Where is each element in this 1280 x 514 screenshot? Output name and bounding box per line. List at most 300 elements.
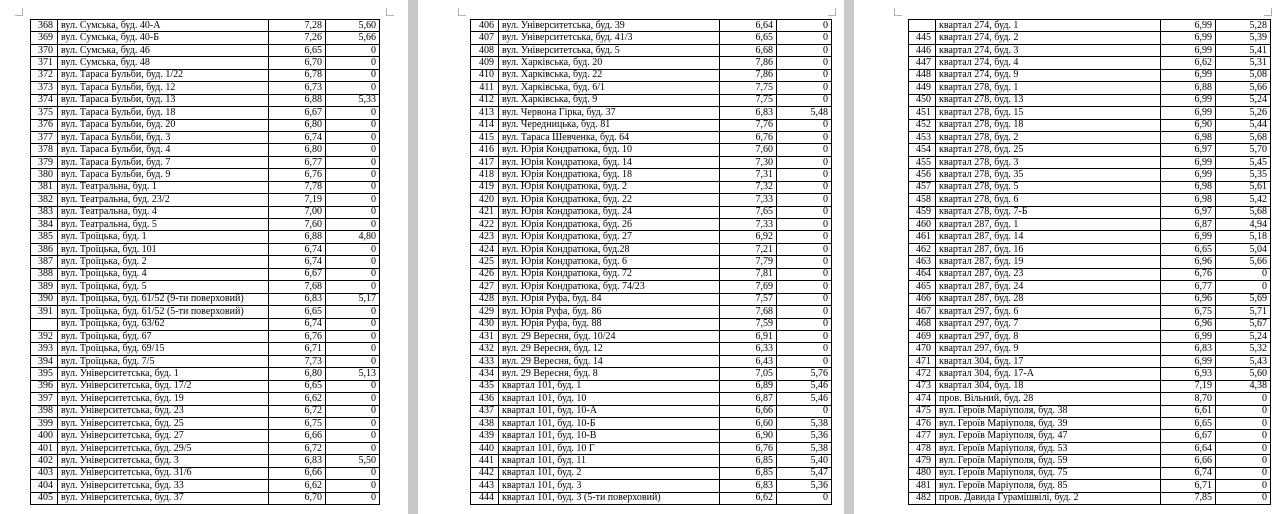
- row-number: 432: [471, 343, 499, 355]
- second-tariff-value: 0: [777, 330, 832, 342]
- row-number: 474: [909, 393, 936, 405]
- address: квартал 101, буд. 3 (5-ти поверховий): [499, 492, 720, 504]
- tariff-value: 6,87: [720, 393, 777, 405]
- tariff-value: 6,99: [1161, 94, 1216, 106]
- address: вул. Юрія Кондратюка, буд. 27: [499, 231, 720, 243]
- table-row: [471, 306, 832, 318]
- tariff-value: 6,65: [1161, 243, 1216, 255]
- page-corner-mark: [1264, 8, 1272, 16]
- second-tariff-value: 0: [326, 144, 380, 156]
- tariff-value: 6,99: [1161, 330, 1216, 342]
- table-row: [471, 393, 832, 405]
- row-number: 433: [471, 355, 499, 367]
- row-number: 374: [31, 94, 58, 106]
- page-corner-mark: [386, 8, 394, 16]
- second-tariff-value: 0: [777, 169, 832, 181]
- tariff-value: 7,59: [720, 318, 777, 330]
- tariff-value: 8,70: [1161, 393, 1216, 405]
- table-row: [909, 418, 1271, 430]
- address: квартал 297, буд. 8: [936, 330, 1161, 342]
- second-tariff-value: 5,39: [1216, 32, 1271, 44]
- address: вул. Червона Гірка, буд. 37: [499, 107, 720, 119]
- address: вул. Троїцька, буд. 2: [58, 256, 269, 268]
- address: вул. Юрія Кондратюка, буд. 24: [499, 206, 720, 218]
- row-number: 386: [31, 243, 58, 255]
- row-number: 455: [909, 156, 936, 168]
- second-tariff-value: 5,38: [777, 442, 832, 454]
- table-row: [471, 368, 832, 380]
- row-number: 469: [909, 330, 936, 342]
- table-row: [471, 69, 832, 81]
- address: вул. Тараса Бульби, буд. 4: [58, 144, 269, 156]
- second-tariff-value: 0: [777, 181, 832, 193]
- address: вул. Харківська, буд. 22: [499, 69, 720, 81]
- tariff-value: 7,19: [269, 194, 326, 206]
- page-corner-mark: [458, 8, 466, 16]
- row-number: 473: [909, 380, 936, 392]
- tariff-value: 6,66: [269, 430, 326, 442]
- second-tariff-value: 0: [326, 119, 380, 131]
- tariff-value: 6,62: [269, 480, 326, 492]
- table-row: [909, 268, 1271, 280]
- table-row: [909, 231, 1271, 243]
- second-tariff-value: 0: [777, 194, 832, 206]
- table-row: [31, 119, 380, 131]
- address: вул. Театральна, буд. 23/2: [58, 194, 269, 206]
- table-row: [31, 430, 380, 442]
- row-number: 437: [471, 405, 499, 417]
- second-tariff-value: 0: [326, 82, 380, 94]
- row-number: 387: [31, 256, 58, 268]
- table-row: [31, 306, 380, 318]
- second-tariff-value: 0: [326, 343, 380, 355]
- table-body: [31, 20, 380, 505]
- tariff-value: 6,96: [1161, 293, 1216, 305]
- address: вул. Університетська, буд. 25: [58, 418, 269, 430]
- table-row: [909, 243, 1271, 255]
- tariff-value: 6,76: [720, 442, 777, 454]
- second-tariff-value: 0: [1216, 281, 1271, 293]
- tariff-value: 6,62: [1161, 57, 1216, 69]
- table-row: [471, 480, 832, 492]
- second-tariff-value: 5,50: [326, 455, 380, 467]
- address: квартал 274, буд. 4: [936, 57, 1161, 69]
- tariff-value: 6,80: [269, 119, 326, 131]
- row-number: 396: [31, 380, 58, 392]
- table-row: [909, 306, 1271, 318]
- row-number: 376: [31, 119, 58, 131]
- second-tariff-value: 0: [326, 219, 380, 231]
- table-row: [471, 181, 832, 193]
- second-tariff-value: 5,48: [777, 107, 832, 119]
- table-row: [909, 206, 1271, 218]
- address: вул. Героїв Маріуполя, буд. 75: [936, 467, 1161, 479]
- tariff-value: 6,70: [269, 492, 326, 504]
- second-tariff-value: 0: [777, 219, 832, 231]
- second-tariff-value: 0: [777, 355, 832, 367]
- table-row: [471, 268, 832, 280]
- address: вул. Юрія Руфа, буд. 86: [499, 306, 720, 318]
- tariff-value: 6,98: [1161, 181, 1216, 193]
- tariff-value: 7,33: [720, 219, 777, 231]
- second-tariff-value: 5,35: [1216, 169, 1271, 181]
- row-number: 385: [31, 231, 58, 243]
- second-tariff-value: 0: [326, 430, 380, 442]
- tariff-value: 6,73: [269, 82, 326, 94]
- tariff-value: 7,28: [269, 20, 326, 32]
- second-tariff-value: 0: [1216, 442, 1271, 454]
- table-row: [31, 467, 380, 479]
- address: квартал 278, буд. 35: [936, 169, 1161, 181]
- row-number: 481: [909, 480, 936, 492]
- second-tariff-value: 5,26: [1216, 107, 1271, 119]
- address: квартал 274, буд. 9: [936, 69, 1161, 81]
- second-tariff-value: 0: [1216, 268, 1271, 280]
- table-row: [31, 318, 380, 330]
- address: вул. Сумська, буд. 48: [58, 57, 269, 69]
- address: квартал 101, буд. 10-Б: [499, 418, 720, 430]
- tariff-value: 6,77: [269, 156, 326, 168]
- second-tariff-value: 5,47: [777, 467, 832, 479]
- table-row: [909, 82, 1271, 94]
- address: квартал 278, буд. 1: [936, 82, 1161, 94]
- address: квартал 297, буд. 6: [936, 306, 1161, 318]
- tariff-value: 6,74: [269, 318, 326, 330]
- second-tariff-value: 0: [326, 393, 380, 405]
- row-number: 411: [471, 82, 499, 94]
- second-tariff-value: 0: [326, 480, 380, 492]
- second-tariff-value: 0: [777, 82, 832, 94]
- row-number: 422: [471, 219, 499, 231]
- address: вул. Університетська, буд. 41/3: [499, 32, 720, 44]
- row-number: 415: [471, 131, 499, 143]
- tariff-value: 6,67: [269, 268, 326, 280]
- table-row: [909, 467, 1271, 479]
- tariff-value: 6,80: [269, 144, 326, 156]
- address: вул. Юрія Кондратюка, буд. 22: [499, 194, 720, 206]
- address: пров. Давида Гурамішвілі, буд. 2: [936, 492, 1161, 504]
- second-tariff-value: 5,38: [777, 418, 832, 430]
- tariff-value: 6,97: [1161, 206, 1216, 218]
- table-row: [909, 194, 1271, 206]
- row-number: 452: [909, 119, 936, 131]
- page-corner-mark: [828, 8, 836, 16]
- second-tariff-value: 0: [326, 69, 380, 81]
- row-number: 425: [471, 256, 499, 268]
- row-number: 404: [31, 480, 58, 492]
- address: квартал 101, буд. 10 Г: [499, 442, 720, 454]
- address: квартал 278, буд. 6: [936, 194, 1161, 206]
- table-row: [909, 144, 1271, 156]
- address: вул. Юрія Кондратюка, буд. 18: [499, 169, 720, 181]
- second-tariff-value: 0: [777, 206, 832, 218]
- tariff-value: 6,62: [720, 492, 777, 504]
- address: вул. Юрія Кондратюка, буд. 6: [499, 256, 720, 268]
- table-row: [471, 418, 832, 430]
- second-tariff-value: 5,68: [1216, 131, 1271, 143]
- row-number: 468: [909, 318, 936, 330]
- address: вул. Університетська, буд. 3: [58, 455, 269, 467]
- row-number: 459: [909, 206, 936, 218]
- table-row: [471, 44, 832, 56]
- row-number: 383: [31, 206, 58, 218]
- tariff-value: 6,76: [720, 131, 777, 143]
- second-tariff-value: 0: [777, 32, 832, 44]
- tariff-value: 7,21: [720, 243, 777, 255]
- row-number: 434: [471, 368, 499, 380]
- row-number: 410: [471, 69, 499, 81]
- table-row: [471, 82, 832, 94]
- tariff-value: 6,74: [269, 243, 326, 255]
- table-row: [31, 455, 380, 467]
- second-tariff-value: 5,76: [777, 368, 832, 380]
- tariff-value: 6,65: [269, 44, 326, 56]
- second-tariff-value: 5,04: [1216, 243, 1271, 255]
- table-row: [909, 343, 1271, 355]
- table-row: [471, 194, 832, 206]
- row-number: 430: [471, 318, 499, 330]
- tariff-value: 7,79: [720, 256, 777, 268]
- tariff-value: 7,32: [720, 181, 777, 193]
- second-tariff-value: 5,45: [1216, 156, 1271, 168]
- address: квартал 297, буд. 7: [936, 318, 1161, 330]
- row-number: 482: [909, 492, 936, 504]
- address: вул. Театральна, буд. 5: [58, 219, 269, 231]
- second-tariff-value: 0: [777, 156, 832, 168]
- row-number: 406: [471, 20, 499, 32]
- address: вул. Університетська, буд. 39: [499, 20, 720, 32]
- row-number: 436: [471, 393, 499, 405]
- second-tariff-value: 5,71: [1216, 306, 1271, 318]
- row-number: 466: [909, 293, 936, 305]
- table-row: [31, 343, 380, 355]
- row-number: 450: [909, 94, 936, 106]
- row-number: 402: [31, 455, 58, 467]
- address: квартал 278, буд. 18: [936, 119, 1161, 131]
- row-number: 372: [31, 69, 58, 81]
- table-row: [909, 57, 1271, 69]
- row-number: 467: [909, 306, 936, 318]
- second-tariff-value: 0: [1216, 492, 1271, 504]
- tariff-value: 6,88: [269, 94, 326, 106]
- table-row: [471, 380, 832, 392]
- second-tariff-value: 0: [777, 268, 832, 280]
- document-page-3: [854, 0, 1280, 514]
- tariff-value: 6,66: [1161, 455, 1216, 467]
- second-tariff-value: 0: [326, 355, 380, 367]
- row-number: 463: [909, 256, 936, 268]
- second-tariff-value: 4,80: [326, 231, 380, 243]
- row-number: 391: [31, 306, 58, 318]
- table-row: [471, 144, 832, 156]
- table-row: [31, 44, 380, 56]
- tariff-value: 6,62: [269, 393, 326, 405]
- table-row: [471, 206, 832, 218]
- table-row: [909, 20, 1271, 32]
- row-number: 369: [31, 32, 58, 44]
- second-tariff-value: 5,43: [1216, 355, 1271, 367]
- second-tariff-value: 5,44: [1216, 119, 1271, 131]
- second-tariff-value: 0: [1216, 393, 1271, 405]
- second-tariff-value: 5,32: [1216, 343, 1271, 355]
- tariff-value: 6,66: [720, 405, 777, 417]
- second-tariff-value: 0: [1216, 405, 1271, 417]
- address: вул. Юрія Кондратюка, буд. 2: [499, 181, 720, 193]
- second-tariff-value: 5,36: [777, 480, 832, 492]
- table-row: [31, 355, 380, 367]
- row-number: 393: [31, 343, 58, 355]
- row-number: 408: [471, 44, 499, 56]
- second-tariff-value: 5,66: [1216, 256, 1271, 268]
- address: вул. Чередницька, буд. 81: [499, 119, 720, 131]
- address: вул. Троїцька, буд. 4: [58, 268, 269, 280]
- address: квартал 274, буд. 2: [936, 32, 1161, 44]
- second-tariff-value: 0: [777, 343, 832, 355]
- tariff-value: 6,96: [1161, 318, 1216, 330]
- table-row: [471, 219, 832, 231]
- address: вул. Юрія Кондратюка, буд.28: [499, 243, 720, 255]
- row-number: 454: [909, 144, 936, 156]
- address: квартал 101, буд. 10: [499, 393, 720, 405]
- address: вул. Тараса Бульби, буд. 18: [58, 107, 269, 119]
- row-number: 442: [471, 467, 499, 479]
- address: вул. 29 Вересня, буд. 14: [499, 355, 720, 367]
- address: вул. Тараса Бульби, буд. 7: [58, 156, 269, 168]
- tariff-value: 6,76: [1161, 268, 1216, 280]
- row-number: 384: [31, 219, 58, 231]
- second-tariff-value: 4,94: [1216, 219, 1271, 231]
- row-number: 461: [909, 231, 936, 243]
- tariff-value: 6,99: [1161, 355, 1216, 367]
- address: пров. Вільний, буд. 28: [936, 393, 1161, 405]
- tariff-value: 7,81: [720, 268, 777, 280]
- row-number: 457: [909, 181, 936, 193]
- tariff-table: [908, 19, 1271, 505]
- second-tariff-value: 0: [326, 281, 380, 293]
- tariff-value: 6,88: [269, 231, 326, 243]
- tariff-value: 7,57: [720, 293, 777, 305]
- address: вул. Університетська, буд. 37: [58, 492, 269, 504]
- row-number: 403: [31, 467, 58, 479]
- table-row: [909, 368, 1271, 380]
- table-row: [471, 20, 832, 32]
- table-row: [909, 256, 1271, 268]
- row-number: 479: [909, 455, 936, 467]
- table-row: [31, 20, 380, 32]
- second-tariff-value: 5,68: [1216, 206, 1271, 218]
- tariff-value: 7,30: [720, 156, 777, 168]
- tariff-value: 6,33: [720, 343, 777, 355]
- address: квартал 278, буд. 15: [936, 107, 1161, 119]
- table-row: [31, 293, 380, 305]
- second-tariff-value: 0: [326, 181, 380, 193]
- table-row: [471, 355, 832, 367]
- second-tariff-value: 0: [777, 306, 832, 318]
- tariff-value: 6,65: [1161, 418, 1216, 430]
- table-row: [31, 57, 380, 69]
- second-tariff-value: 0: [1216, 430, 1271, 442]
- row-number: 394: [31, 355, 58, 367]
- second-tariff-value: 0: [326, 418, 380, 430]
- tariff-value: 6,97: [1161, 144, 1216, 156]
- row-number: 464: [909, 268, 936, 280]
- second-tariff-value: 0: [326, 330, 380, 342]
- row-number: 470: [909, 343, 936, 355]
- address: вул. Сумська, буд. 40-А: [58, 20, 269, 32]
- second-tariff-value: 0: [326, 131, 380, 143]
- row-number: 446: [909, 44, 936, 56]
- row-number: 480: [909, 467, 936, 479]
- table-row: [471, 32, 832, 44]
- table-row: [31, 231, 380, 243]
- table-row: [31, 107, 380, 119]
- address: квартал 287, буд. 19: [936, 256, 1161, 268]
- second-tariff-value: 0: [326, 306, 380, 318]
- second-tariff-value: 4,38: [1216, 380, 1271, 392]
- row-number: 412: [471, 94, 499, 106]
- table-row: [471, 131, 832, 143]
- tariff-value: 6,99: [1161, 32, 1216, 44]
- table-row: [909, 94, 1271, 106]
- table-body: [471, 20, 832, 505]
- second-tariff-value: 0: [1216, 467, 1271, 479]
- row-number: 465: [909, 281, 936, 293]
- row-number: 381: [31, 181, 58, 193]
- table-row: [471, 57, 832, 69]
- second-tariff-value: 0: [326, 467, 380, 479]
- tariff-value: 6,71: [269, 343, 326, 355]
- table-row: [909, 355, 1271, 367]
- row-number: 427: [471, 281, 499, 293]
- row-number: 475: [909, 405, 936, 417]
- address: квартал 101, буд. 10-А: [499, 405, 720, 417]
- row-number: 377: [31, 131, 58, 143]
- row-number: 390: [31, 293, 58, 305]
- tariff-value: 7,68: [269, 281, 326, 293]
- second-tariff-value: 0: [326, 405, 380, 417]
- address: квартал 274, буд. 1: [936, 20, 1161, 32]
- address: вул. Троїцька, буд. 61/52 (9-ти поверховий): [58, 293, 269, 305]
- tariff-table: [470, 19, 832, 505]
- tariff-value: 6,99: [1161, 20, 1216, 32]
- row-number: 409: [471, 57, 499, 69]
- tariff-table: [30, 19, 380, 505]
- table-row: [909, 131, 1271, 143]
- row-number: [909, 20, 936, 32]
- address: квартал 278, буд. 13: [936, 94, 1161, 106]
- row-number: 368: [31, 20, 58, 32]
- second-tariff-value: 0: [326, 206, 380, 218]
- table-row: [909, 119, 1271, 131]
- tariff-value: 6,68: [720, 44, 777, 56]
- row-number: 382: [31, 194, 58, 206]
- tariff-value: 6,99: [1161, 69, 1216, 81]
- tariff-value: 6,64: [720, 20, 777, 32]
- tariff-value: 7,73: [269, 355, 326, 367]
- row-number: 414: [471, 119, 499, 131]
- second-tariff-value: 5,28: [1216, 20, 1271, 32]
- address: квартал 101, буд. 3: [499, 480, 720, 492]
- table-row: [31, 281, 380, 293]
- table-row: [471, 169, 832, 181]
- second-tariff-value: 5,18: [1216, 231, 1271, 243]
- tariff-value: 7,31: [720, 169, 777, 181]
- table-row: [31, 32, 380, 44]
- second-tariff-value: 5,42: [1216, 194, 1271, 206]
- row-number: 417: [471, 156, 499, 168]
- address: квартал 101, буд. 1: [499, 380, 720, 392]
- row-number: 418: [471, 169, 499, 181]
